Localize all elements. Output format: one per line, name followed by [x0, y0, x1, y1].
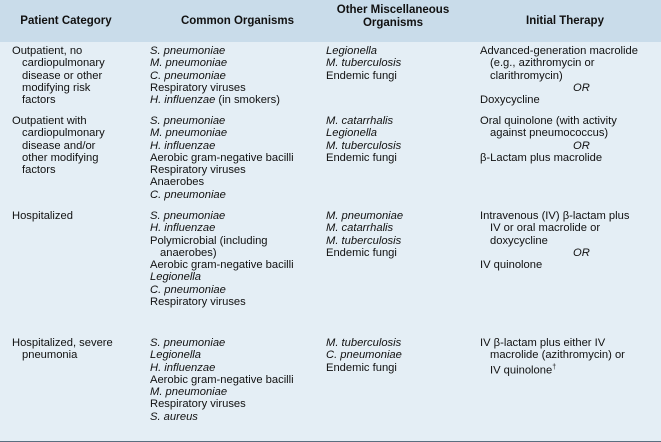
- cell-common-organisms: [150, 337, 320, 423]
- organism-item: S. pneumoniae: [150, 45, 226, 57]
- therapy-line: Oral quinolone (with activity: [480, 115, 617, 127]
- organism-item: C. pneumoniae: [150, 188, 226, 201]
- cell-common-organisms: [150, 210, 320, 308]
- therapy-line: macrolide (azithromycin) or: [490, 349, 625, 362]
- category-line: factors: [22, 94, 56, 107]
- category-line: other modifying: [22, 151, 99, 164]
- dagger-footnote-mark: †: [552, 363, 557, 371]
- organism-item: Aerobic gram-negative bacilli: [150, 259, 294, 272]
- organism-item: M. pneumoniae: [150, 386, 228, 399]
- category-line: cardiopulmonary: [22, 127, 105, 140]
- header-common-organisms: Common Organisms: [180, 15, 295, 27]
- organism-item: S. pneumoniae: [150, 210, 226, 222]
- category-line: Hospitalized: [12, 210, 73, 222]
- organism-item: M. catarrhalis: [326, 115, 394, 127]
- organism-item: Aerobic gram-negative bacilli: [150, 151, 294, 164]
- organism-item: S. aureus: [150, 410, 198, 423]
- organism-item: S. pneumoniae: [150, 337, 226, 349]
- category-line: disease and/or: [22, 139, 96, 152]
- organism-name: H. influenzae: [150, 94, 216, 107]
- cell-initial-therapy: [480, 210, 660, 271]
- therapy-line: [480, 362, 660, 377]
- category-line: disease or other: [22, 69, 103, 82]
- organism-item: Aerobic gram-negative bacilli: [150, 373, 294, 386]
- cell-patient-category: [12, 115, 142, 176]
- organism-item: Endemic fungi: [326, 246, 397, 259]
- cell-other-organisms: [326, 45, 471, 82]
- organism-item: M. pneumoniae: [150, 127, 228, 140]
- therapy-line: IV β-lactam plus either IV: [480, 337, 606, 349]
- organism-item: S. pneumoniae: [150, 115, 226, 127]
- header-other-line1: Other Miscellaneous: [336, 4, 450, 16]
- category-line: Outpatient with: [12, 115, 87, 127]
- organism-item: Respiratory viruses: [150, 81, 246, 94]
- therapy-line: IV quinolone: [480, 259, 543, 272]
- organism-item: Anaerobes: [150, 176, 205, 189]
- organism-item: M. tuberculosis: [326, 57, 402, 70]
- organism-item: Legionella: [150, 349, 202, 362]
- cell-common-organisms: [150, 45, 320, 106]
- table-row: [0, 330, 661, 442]
- organism-item: C. pneumoniae: [150, 283, 226, 296]
- cell-common-organisms: [150, 115, 320, 201]
- organism-item: H. influenzae: [150, 139, 216, 152]
- header-patient-category: Patient Category: [20, 15, 112, 27]
- table-row: [0, 42, 661, 113]
- organism-item: M. tuberculosis: [326, 139, 402, 152]
- organism-item: Legionella: [326, 45, 378, 57]
- header-other-organisms: [318, 4, 468, 30]
- organism-item: [150, 94, 320, 106]
- therapy-line: (e.g., azithromycin or: [490, 57, 595, 70]
- therapy-line: IV or oral macrolide or: [490, 222, 601, 235]
- category-line: pneumonia: [22, 349, 78, 362]
- organism-item: anaerobes): [160, 246, 217, 259]
- organism-item: Endemic fungi: [326, 69, 397, 82]
- organism-item: M. pneumoniae: [150, 57, 228, 70]
- table-row: [0, 112, 661, 208]
- therapy-line: β-Lactam plus macrolide: [480, 151, 603, 164]
- category-line: Outpatient, no: [12, 45, 83, 57]
- organism-note: (in smokers): [215, 94, 280, 107]
- category-line: modifying risk: [22, 81, 91, 94]
- therapy-line: against pneumococcus): [490, 127, 609, 140]
- category-line: factors: [22, 164, 56, 177]
- therapy-line: clarithromycin): [490, 69, 563, 82]
- therapy-line: Advanced-generation macrolide: [480, 45, 638, 57]
- cell-initial-therapy: [480, 337, 660, 377]
- cell-patient-category: [12, 210, 142, 222]
- organism-item: M. pneumoniae: [326, 210, 404, 222]
- organism-item: Legionella: [150, 271, 202, 284]
- organism-item: Endemic fungi: [326, 361, 397, 374]
- cell-patient-category: [12, 45, 142, 106]
- organism-item: Endemic fungi: [326, 151, 397, 164]
- therapy-or: OR: [573, 81, 590, 94]
- header-initial-therapy: Initial Therapy: [526, 15, 604, 27]
- organism-item: C. pneumoniae: [326, 349, 402, 362]
- therapy-line: Intravenous (IV) β-lactam plus: [480, 210, 630, 222]
- organism-item: H. influenzae: [150, 361, 216, 374]
- organism-item: Legionella: [326, 127, 378, 140]
- category-line: Hospitalized, severe: [12, 337, 113, 349]
- therapy-line: doxycycline: [490, 234, 548, 247]
- cell-other-organisms: [326, 115, 471, 164]
- organism-item: Respiratory viruses: [150, 296, 246, 309]
- organism-item: Respiratory viruses: [150, 164, 246, 177]
- cell-patient-category: [12, 337, 142, 362]
- therapy-or: OR: [573, 139, 590, 152]
- organism-item: Respiratory viruses: [150, 398, 246, 411]
- table-header: [0, 0, 661, 43]
- therapy-or: OR: [573, 246, 590, 259]
- category-line: cardiopulmonary: [22, 57, 105, 70]
- cell-initial-therapy: [480, 45, 660, 106]
- organism-item: M. tuberculosis: [326, 234, 402, 247]
- organism-item: M. tuberculosis: [326, 337, 402, 349]
- organism-item: M. catarrhalis: [326, 222, 394, 235]
- therapy-text: IV quinolone: [490, 364, 553, 377]
- cell-other-organisms: [326, 210, 471, 259]
- header-other-line2: Organisms: [362, 17, 424, 29]
- cell-initial-therapy: [480, 115, 660, 164]
- organism-item: H. influenzae: [150, 222, 216, 235]
- cell-other-organisms: [326, 337, 471, 374]
- table-row: [0, 207, 661, 331]
- organism-item: Polymicrobial (including: [150, 234, 268, 247]
- organism-item: C. pneumoniae: [150, 69, 226, 82]
- therapy-line: Doxycycline: [480, 94, 540, 107]
